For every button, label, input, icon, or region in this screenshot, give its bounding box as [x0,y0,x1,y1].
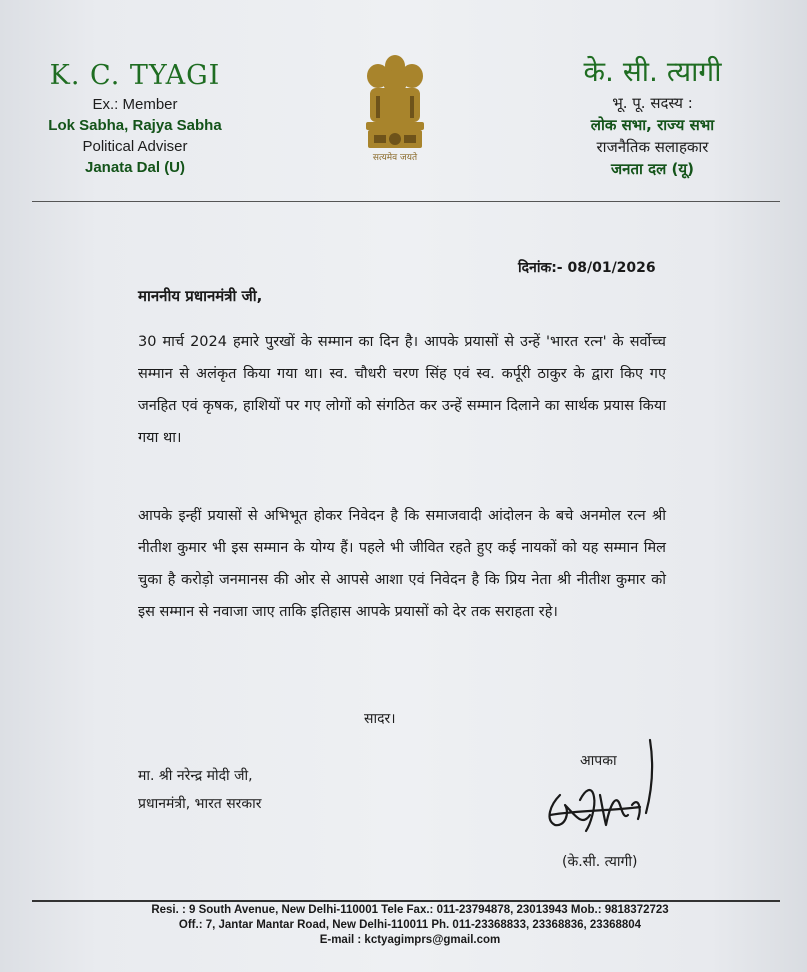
sender-title-hi-1: भू. पू. सदस्य : [612,94,693,112]
footer-office: Off.: 7, Jantar Mantar Road, New Delhi-110011 Ph. 011-23368833, 23368836, 23368804 [178,919,642,931]
sender-title-3: Political Adviser [82,138,188,155]
signature-icon [520,735,660,855]
letter-date: दिनांक:- 08/01/2026 [518,260,656,276]
addressee-name: मा. श्री नरेन्द्र मोदी जी, [138,768,253,784]
footer-contacts [60,903,760,948]
footer-residence: Resi. : 9 South Avenue, New Delhi-110001 Tele Fax.: 011-23794878, 23013943 Mob.: 9818372723 [151,904,669,916]
regards: सादर। [364,711,396,727]
letterhead-english [30,58,240,178]
addressee-title: प्रधानमंत्री, भारत सरकार [138,796,262,812]
sender-title-1: Ex.: Member [92,96,178,113]
sender-title-4: Janata Dal (U) [84,159,186,176]
closing-word: आपका [580,753,617,769]
addressee-block [138,762,262,818]
signatory-name: (के.सी. त्यागी) [562,854,638,870]
sender-name-hindi: के. सी. त्यागी [583,55,722,88]
sender-title-2: Lok Sabha, Rajya Sabha [48,117,222,134]
footer-divider [32,900,780,902]
sender-title-hi-4: जनता दल (यू) [611,160,694,178]
salutation: माननीय प्रधानमंत्री जी, [138,287,263,305]
letterhead-hindi [545,52,760,180]
sender-title-hi-2: लोक सभा, राज्य सभा [590,116,715,134]
header-divider [32,201,780,202]
body-paragraph-2: आपके इन्हीं प्रयासों से अभिभूत होकर निवेदन है कि समाजवादी आंदोलन के बचे अनमोल रत्न श्री नीतीश कुमार भी इस सम्मान के योग्य हैं। पहले भी जीवित रहते हुए कई नायकों को यह सम्मान मिल चुका है करोड़ो जनमानस की ओर से आपसे आशा एवं निवेदन है कि प्रिय नेता श्री नीतीश कुमार को इस सम्मान से नवाजा जाए ताकि इतिहास आपके प्रयासों को देर तक सराहता रहे। [138,508,666,620]
footer-email: E-mail : kctyagimprs@gmail.com [319,934,501,946]
body-paragraph-1: 30 मार्च 2024 हमारे पुरखों के सम्मान का दिन है। आपके प्रयासों से उन्हें 'भारत रत्न' के सर्वोच्च सम्मान से अलंकृत किया गया था। स्व. चौधरी चरण सिंह एवं स्व. कर्पूरी ठाकुर के द्वारा किए गए जनहित एवं कृषक, हाशियों पर गए लोगों को संगठित कर उन्हें सम्मान दिलाने का सार्थक प्रयास किया गया था। [138,334,666,446]
emblem-motto: सत्यमेव जयते [372,153,418,163]
sender-name-english: K. C. TYAGI [49,60,221,91]
sender-title-hi-3: राजनैतिक सलाहकार [596,138,709,156]
